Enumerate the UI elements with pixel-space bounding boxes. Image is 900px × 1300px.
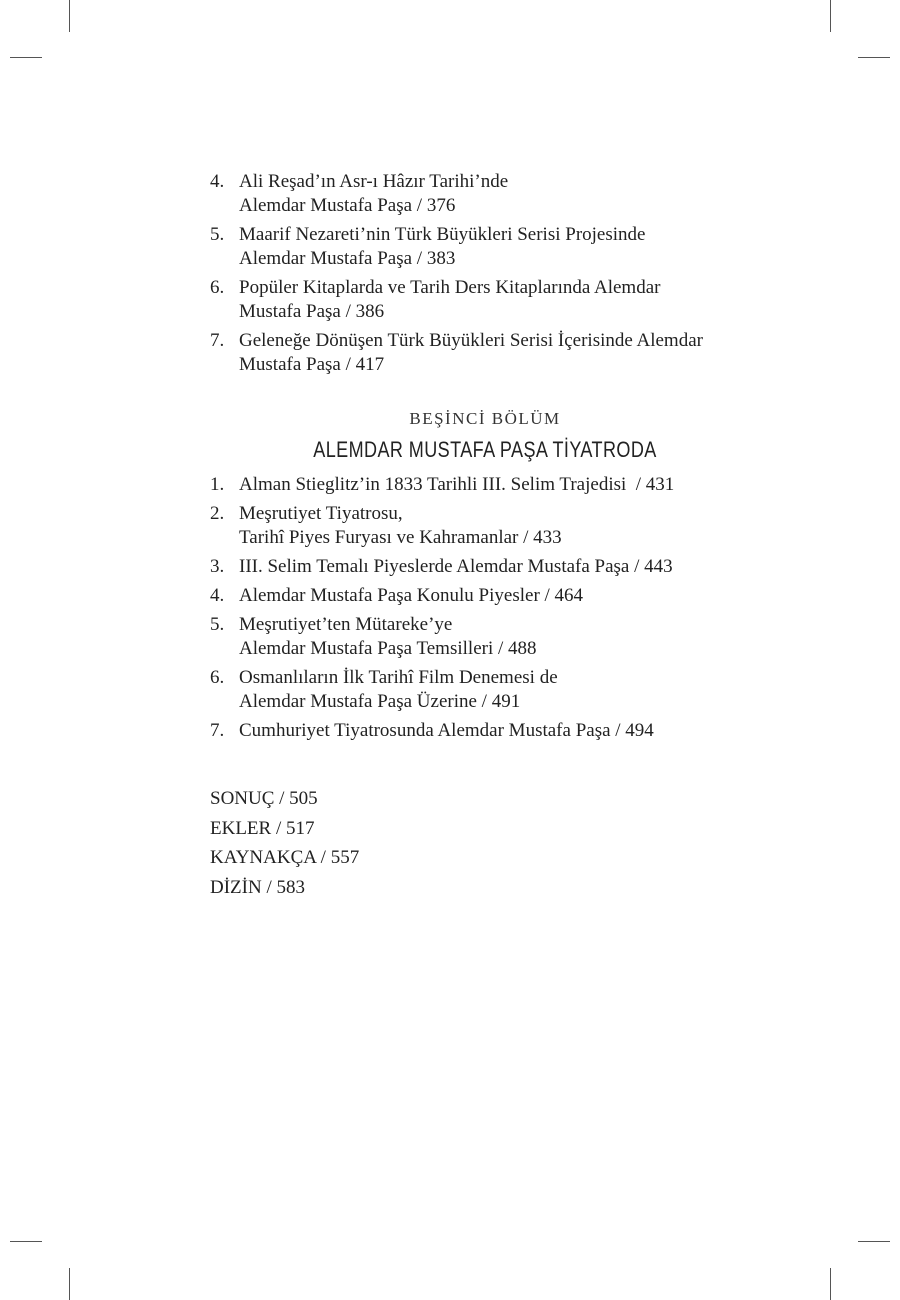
crop-mark-top-left-vertical: [69, 0, 70, 32]
back-matter-item-appendices[interactable]: EKLER / 517: [210, 817, 315, 839]
toc-entry[interactable]: [210, 613, 770, 661]
entry-number: 5.: [210, 614, 225, 635]
back-matter-item-bibliography[interactable]: KAYNAKÇA / 557: [210, 847, 360, 868]
entry-line: Ali Reşad’ın Asr-ı Hâzır Tarihi’nde: [239, 171, 509, 192]
crop-mark-top-right-horizontal: [858, 57, 890, 58]
toc-entry[interactable]: [210, 276, 770, 324]
toc-entry[interactable]: [210, 473, 770, 497]
table-of-contents: [210, 170, 770, 905]
entry-number: 6.: [210, 667, 225, 688]
entry-number: 3.: [210, 556, 225, 577]
toc-entry[interactable]: [210, 584, 770, 608]
crop-mark-top-right-vertical: [830, 0, 831, 32]
entry-number: 4.: [210, 585, 225, 606]
crop-mark-bottom-left-horizontal: [10, 1241, 42, 1242]
entry-number: 7.: [210, 720, 225, 741]
entry-line: Osmanlıların İlk Tarihî Film Denemesi de: [239, 667, 558, 688]
section-heading: [200, 407, 770, 465]
entry-line: Meşrutiyet Tiyatrosu,: [239, 503, 403, 524]
entry-line: Popüler Kitaplarda ve Tarih Ders Kitaplarında Alemdar: [239, 277, 661, 298]
entry-line: Tarihî Piyes Furyası ve Kahramanlar / 433: [239, 527, 562, 548]
section-entries-list: [210, 473, 770, 743]
section-title: ALEMDAR MUSTAFA PAŞA TİYATRODA: [313, 437, 657, 462]
entry-line: Maarif Nezareti’nin Türk Büyükleri Serisi Projesinde: [239, 224, 646, 245]
entry-line: Mustafa Paşa / 417: [239, 354, 385, 375]
toc-entry[interactable]: [210, 666, 770, 714]
entry-line: Geleneğe Dönüşen Türk Büyükleri Serisi İçerisinde Alemdar: [239, 330, 703, 351]
entry-line: Cumhuriyet Tiyatrosunda Alemdar Mustafa Paşa / 494: [239, 720, 654, 741]
back-matter-list: [210, 787, 770, 900]
toc-continued-list: [210, 170, 770, 377]
entry-number: 7.: [210, 330, 225, 351]
entry-line: III. Selim Temalı Piyeslerde Alemdar Mustafa Paşa / 443: [239, 556, 673, 577]
entry-number: 5.: [210, 224, 225, 245]
crop-mark-bottom-left-vertical: [69, 1268, 70, 1300]
entry-line: Alemdar Mustafa Paşa Temsilleri / 488: [239, 638, 537, 659]
crop-mark-bottom-right-vertical: [830, 1268, 831, 1300]
toc-entry[interactable]: [210, 555, 770, 579]
toc-entry[interactable]: [210, 502, 770, 550]
entry-number: 6.: [210, 277, 225, 298]
entry-line: Alemdar Mustafa Paşa / 383: [239, 248, 456, 269]
entry-line: Alemdar Mustafa Paşa Konulu Piyesler / 464: [239, 585, 584, 606]
section-kicker: BEŞİNCİ BÖLÜM: [409, 409, 561, 428]
toc-entry[interactable]: [210, 170, 770, 218]
toc-entry[interactable]: [210, 329, 770, 377]
back-matter-item-index[interactable]: DİZİN / 583: [210, 876, 305, 898]
toc-entry[interactable]: [210, 223, 770, 271]
entry-line: Alemdar Mustafa Paşa Üzerine / 491: [239, 691, 521, 712]
crop-mark-bottom-right-horizontal: [858, 1241, 890, 1242]
entry-line: Mustafa Paşa / 386: [239, 301, 385, 322]
entry-line: Meşrutiyet’ten Mütareke’ye: [239, 614, 453, 635]
toc-entry[interactable]: [210, 719, 770, 743]
back-matter-item-conclusion[interactable]: SONUÇ / 505: [210, 788, 318, 809]
entry-line: Alman Stieglitz’in 1833 Tarihli III. Selim Trajedisi / 431: [239, 474, 675, 495]
entry-number: 2.: [210, 503, 225, 524]
entry-number: 4.: [210, 171, 225, 192]
entry-number: 1.: [210, 474, 225, 495]
crop-mark-top-left-horizontal: [10, 57, 42, 58]
entry-line: Alemdar Mustafa Paşa / 376: [239, 195, 456, 216]
